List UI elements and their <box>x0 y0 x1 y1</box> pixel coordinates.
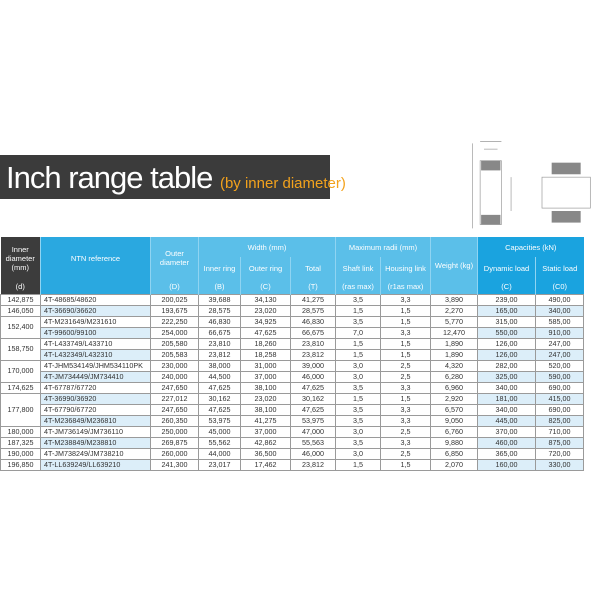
cell-dyn: 315,00 <box>478 316 536 327</box>
cell-r1as: 1,5 <box>381 305 431 316</box>
cell-B: 53,975 <box>199 415 241 426</box>
cell-C: 41,275 <box>241 415 291 426</box>
table-row <box>1 448 584 459</box>
cell-C: 23,020 <box>241 305 291 316</box>
cell-C: 47,625 <box>241 327 291 338</box>
cell-ref: 4T-M231649/M231610 <box>41 316 151 327</box>
cell-r1as: 1,5 <box>381 338 431 349</box>
cell-B: 46,830 <box>199 316 241 327</box>
cell-T: 46,000 <box>291 448 336 459</box>
cell-D: 269,875 <box>151 437 199 448</box>
cell-w: 9,050 <box>431 415 478 426</box>
cell-T: 55,563 <box>291 437 336 448</box>
cell-T: 46,000 <box>291 371 336 382</box>
table-row <box>1 371 584 382</box>
cell-C: 42,862 <box>241 437 291 448</box>
cell-ras: 3,5 <box>336 404 381 415</box>
cell-D: 241,300 <box>151 459 199 470</box>
cell-dyn: 370,00 <box>478 426 536 437</box>
cell-T: 28,575 <box>291 305 336 316</box>
cell-r1as: 3,3 <box>381 382 431 393</box>
cell-D: 260,350 <box>151 415 199 426</box>
cell-stat: 910,00 <box>536 327 584 338</box>
cell-C: 38,100 <box>241 404 291 415</box>
cell-dyn: 239,00 <box>478 294 536 305</box>
cell-inner-diameter: 142,875 <box>1 294 41 305</box>
cell-dyn: 165,00 <box>478 305 536 316</box>
cell-D: 230,000 <box>151 360 199 371</box>
cell-D: 227,012 <box>151 393 199 404</box>
bearing-diagram <box>455 133 600 231</box>
header-static-load: Static load <box>536 257 584 279</box>
cell-r1as: 2,5 <box>381 371 431 382</box>
cell-B: 38,000 <box>199 360 241 371</box>
cell-ras: 3,5 <box>336 294 381 305</box>
cell-r1as: 3,3 <box>381 437 431 448</box>
cell-T: 53,975 <box>291 415 336 426</box>
cell-C: 37,000 <box>241 426 291 437</box>
cell-dyn: 365,00 <box>478 448 536 459</box>
cell-ref: 4T-LL639249/LL639210 <box>41 459 151 470</box>
cell-w: 5,770 <box>431 316 478 327</box>
cell-stat: 520,00 <box>536 360 584 371</box>
cell-C: 23,020 <box>241 393 291 404</box>
symbol-T: (T) <box>291 279 336 294</box>
cell-dyn: 325,00 <box>478 371 536 382</box>
cell-T: 66,675 <box>291 327 336 338</box>
cell-ref: 4T-M238849/M238810 <box>41 437 151 448</box>
cell-C: 36,500 <box>241 448 291 459</box>
cell-B: 47,625 <box>199 404 241 415</box>
cell-dyn: 340,00 <box>478 382 536 393</box>
cell-ref: 4T-36990/36920 <box>41 393 151 404</box>
table-row <box>1 426 584 437</box>
cell-w: 6,280 <box>431 371 478 382</box>
cell-ras: 3,0 <box>336 448 381 459</box>
cell-D: 205,583 <box>151 349 199 360</box>
cell-C: 31,000 <box>241 360 291 371</box>
cell-T: 23,810 <box>291 338 336 349</box>
cell-ref: 4T-36690/36620 <box>41 305 151 316</box>
cell-w: 6,760 <box>431 426 478 437</box>
cell-inner-diameter: 190,000 <box>1 448 41 459</box>
cell-D: 247,650 <box>151 382 199 393</box>
title-text: Inch range table <box>6 160 213 195</box>
cell-w: 2,920 <box>431 393 478 404</box>
inch-range-table <box>0 237 584 471</box>
symbol-ref <box>41 279 151 294</box>
cell-stat: 415,00 <box>536 393 584 404</box>
cell-B: 30,162 <box>199 393 241 404</box>
cell-D: 222,250 <box>151 316 199 327</box>
cell-r1as: 3,3 <box>381 404 431 415</box>
symbol-r1as: (r1as max) <box>381 279 431 294</box>
cell-ras: 3,5 <box>336 382 381 393</box>
cell-ras: 3,5 <box>336 437 381 448</box>
cell-dyn: 181,00 <box>478 393 536 404</box>
cell-T: 41,275 <box>291 294 336 305</box>
cell-inner-diameter: 146,050 <box>1 305 41 316</box>
cell-ras: 3,0 <box>336 360 381 371</box>
cell-C: 34,130 <box>241 294 291 305</box>
header-housing-link: Housing link <box>381 257 431 279</box>
cell-inner-diameter: 177,800 <box>1 393 41 426</box>
cell-D: 240,000 <box>151 371 199 382</box>
cell-B: 47,625 <box>199 382 241 393</box>
cell-C: 18,260 <box>241 338 291 349</box>
cell-B: 44,000 <box>199 448 241 459</box>
cell-D: 205,580 <box>151 338 199 349</box>
cell-T: 30,162 <box>291 393 336 404</box>
header-width: Width (mm) <box>199 237 336 257</box>
cell-D: 247,650 <box>151 404 199 415</box>
cell-r1as: 1,5 <box>381 393 431 404</box>
cell-stat: 875,00 <box>536 437 584 448</box>
cell-C: 18,258 <box>241 349 291 360</box>
cell-B: 45,000 <box>199 426 241 437</box>
cell-T: 47,625 <box>291 404 336 415</box>
cell-ref: 4T-JM736149/JM736110 <box>41 426 151 437</box>
table-row <box>1 316 584 327</box>
symbol-d: (d) <box>1 279 41 294</box>
cell-T: 23,812 <box>291 349 336 360</box>
header-max-radii: Maximum radii (mm) <box>336 237 431 257</box>
subtitle: (by inner diameter) <box>219 175 346 192</box>
cell-ras: 3,0 <box>336 426 381 437</box>
table-row <box>1 360 584 371</box>
symbol-D: (D) <box>151 279 199 294</box>
cell-inner-diameter: 187,325 <box>1 437 41 448</box>
cell-w: 2,270 <box>431 305 478 316</box>
cell-stat: 330,00 <box>536 459 584 470</box>
symbol-dynamic: (C) <box>478 279 536 294</box>
cell-dyn: 445,00 <box>478 415 536 426</box>
cell-dyn: 550,00 <box>478 327 536 338</box>
cell-B: 23,810 <box>199 338 241 349</box>
cell-T: 46,830 <box>291 316 336 327</box>
cell-stat: 340,00 <box>536 305 584 316</box>
cell-D: 200,025 <box>151 294 199 305</box>
cell-stat: 690,00 <box>536 404 584 415</box>
cell-w: 6,570 <box>431 404 478 415</box>
cell-B: 23,017 <box>199 459 241 470</box>
cell-stat: 247,00 <box>536 349 584 360</box>
cell-D: 254,000 <box>151 327 199 338</box>
cell-dyn: 126,00 <box>478 338 536 349</box>
symbol-C: (C) <box>241 279 291 294</box>
symbol-B: (B) <box>199 279 241 294</box>
cell-r1as: 2,5 <box>381 448 431 459</box>
cell-r1as: 1,5 <box>381 316 431 327</box>
cell-r1as: 1,5 <box>381 459 431 470</box>
table-row <box>1 459 584 470</box>
cell-D: 250,000 <box>151 426 199 437</box>
cell-stat: 825,00 <box>536 415 584 426</box>
cell-w: 6,850 <box>431 448 478 459</box>
cell-ref: 4T-L433749/L433710 <box>41 338 151 349</box>
cell-ref: 4T-JM738249/JM738210 <box>41 448 151 459</box>
cell-stat: 590,00 <box>536 371 584 382</box>
cell-ref: 4T-67790/67720 <box>41 404 151 415</box>
header-total: Total <box>291 257 336 279</box>
cell-r1as: 2,5 <box>381 360 431 371</box>
cell-r1as: 3,3 <box>381 327 431 338</box>
cell-B: 28,575 <box>199 305 241 316</box>
cell-stat: 720,00 <box>536 448 584 459</box>
cell-ras: 1,5 <box>336 393 381 404</box>
header-outer-ring: Outer ring <box>241 257 291 279</box>
cell-T: 47,625 <box>291 382 336 393</box>
cell-ref: 4T-JM734449/JM734410 <box>41 371 151 382</box>
cell-stat: 690,00 <box>536 382 584 393</box>
cell-stat: 490,00 <box>536 294 584 305</box>
cell-r1as: 2,5 <box>381 426 431 437</box>
cell-C: 17,462 <box>241 459 291 470</box>
cell-inner-diameter: 196,850 <box>1 459 41 470</box>
cell-ref: 4T-99600/99100 <box>41 327 151 338</box>
cell-ref: 4T-M236849/M236810 <box>41 415 151 426</box>
cell-C: 37,000 <box>241 371 291 382</box>
table-row <box>1 393 584 404</box>
cell-r1as: 3,3 <box>381 294 431 305</box>
cell-ras: 3,5 <box>336 415 381 426</box>
symbol-static: (C0) <box>536 279 584 294</box>
table-row <box>1 327 584 338</box>
cell-ras: 1,5 <box>336 305 381 316</box>
cell-w: 2,070 <box>431 459 478 470</box>
cell-w: 4,320 <box>431 360 478 371</box>
cell-w: 1,890 <box>431 349 478 360</box>
cell-dyn: 340,00 <box>478 404 536 415</box>
cell-B: 44,500 <box>199 371 241 382</box>
cell-inner-diameter: 152,400 <box>1 316 41 338</box>
cell-D: 193,675 <box>151 305 199 316</box>
cell-w: 3,890 <box>431 294 478 305</box>
cell-inner-diameter: 158,750 <box>1 338 41 360</box>
header-inner-ring: Inner ring <box>199 257 241 279</box>
cell-B: 66,675 <box>199 327 241 338</box>
cell-stat: 585,00 <box>536 316 584 327</box>
cell-ref: 4T-67787/67720 <box>41 382 151 393</box>
cell-ras: 7,0 <box>336 327 381 338</box>
cell-C: 38,100 <box>241 382 291 393</box>
page-title <box>6 160 346 196</box>
cell-w: 1,890 <box>431 338 478 349</box>
cell-T: 23,812 <box>291 459 336 470</box>
cell-dyn: 460,00 <box>478 437 536 448</box>
cell-T: 39,000 <box>291 360 336 371</box>
table-row <box>1 437 584 448</box>
cell-ras: 1,5 <box>336 459 381 470</box>
cell-w: 12,470 <box>431 327 478 338</box>
cell-inner-diameter: 170,000 <box>1 360 41 382</box>
cell-dyn: 126,00 <box>478 349 536 360</box>
cell-ref: 4T-48685/48620 <box>41 294 151 305</box>
header-weight: Weight (kg) <box>431 237 478 294</box>
cell-inner-diameter: 180,000 <box>1 426 41 437</box>
cell-ref: 4T-L432349/L432310 <box>41 349 151 360</box>
table-row <box>1 294 584 305</box>
table-row <box>1 338 584 349</box>
cell-dyn: 282,00 <box>478 360 536 371</box>
header-dynamic-load: Dynamic load <box>478 257 536 279</box>
cell-D: 260,000 <box>151 448 199 459</box>
symbol-ras: (ras max) <box>336 279 381 294</box>
cell-r1as: 3,3 <box>381 415 431 426</box>
cell-ras: 1,5 <box>336 349 381 360</box>
cell-dyn: 160,00 <box>478 459 536 470</box>
table-row <box>1 382 584 393</box>
header-ntn-reference: NTN reference <box>41 237 151 279</box>
cell-B: 55,562 <box>199 437 241 448</box>
table-row <box>1 415 584 426</box>
header-inner-diameter: Inner diameter (mm) <box>1 237 41 279</box>
cell-r1as: 1,5 <box>381 349 431 360</box>
header-shaft-link: Shaft link <box>336 257 381 279</box>
cell-w: 9,880 <box>431 437 478 448</box>
cell-ras: 3,5 <box>336 316 381 327</box>
cell-ref: 4T-JHM534149/JHM534110PK <box>41 360 151 371</box>
cell-T: 47,000 <box>291 426 336 437</box>
cell-inner-diameter: 174,625 <box>1 382 41 393</box>
cell-ras: 3,0 <box>336 371 381 382</box>
header-outer-diameter: Outer diameter <box>151 237 199 279</box>
table-row <box>1 404 584 415</box>
cell-w: 6,960 <box>431 382 478 393</box>
cell-stat: 710,00 <box>536 426 584 437</box>
cell-B: 23,812 <box>199 349 241 360</box>
table-row <box>1 349 584 360</box>
cell-C: 34,925 <box>241 316 291 327</box>
cell-stat: 247,00 <box>536 338 584 349</box>
header-capacities: Capacities (kN) <box>478 237 584 257</box>
table-row <box>1 305 584 316</box>
cell-B: 39,688 <box>199 294 241 305</box>
cell-ras: 1,5 <box>336 338 381 349</box>
